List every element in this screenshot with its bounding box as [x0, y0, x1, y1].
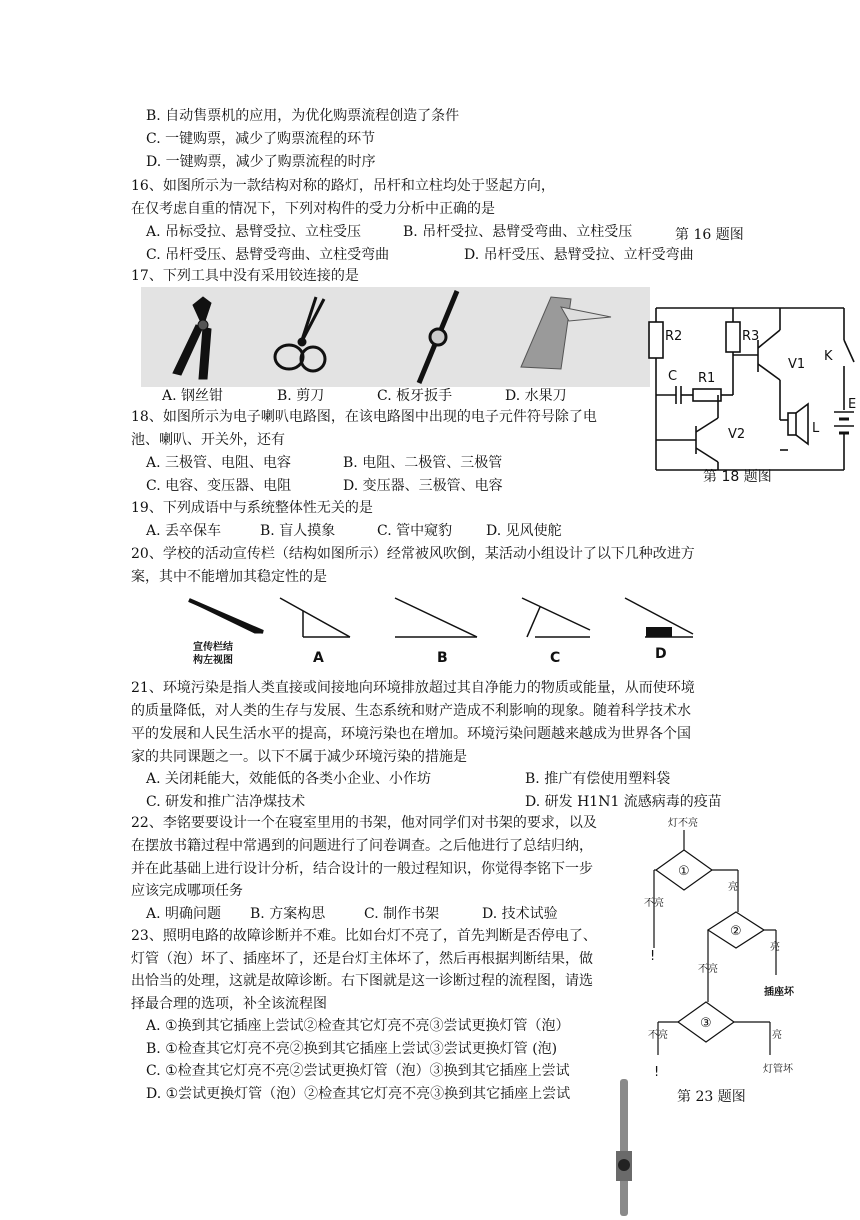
board-caption-1: 宣传栏结 — [193, 642, 233, 653]
question-16: 16、如图所示为一款结构对称的路灯，吊杆和立柱均处于竖起方向， — [131, 178, 555, 194]
k-label: K — [824, 349, 833, 364]
r2-label: R2 — [665, 329, 683, 344]
q16-option-b: B. 吊杆受拉、悬臂受弯曲、立柱受压 — [403, 224, 633, 240]
fig23-caption: 第 23 题图 — [677, 1089, 746, 1105]
flow-tube-bad: 灯管坏 — [763, 1064, 793, 1075]
q23-option-c: C. ①检查其它灯亮不亮②尝试更换灯管（泡）③换到其它插座上尝试 — [146, 1063, 570, 1079]
question-23-line4: 择最合理的选项，补全该流程图 — [131, 996, 327, 1012]
board-caption-2: 构左视图 — [193, 655, 233, 666]
q22-option-d: D. 技术试验 — [482, 906, 558, 922]
question-18-line2: 池、喇叭、开关外，还有 — [131, 432, 285, 448]
die-wrench-image — [419, 291, 457, 383]
question-21: 21、环境污染是指人类直接或间接地向环境排放超过其自净能力的物质或能量，从而使环境 — [131, 680, 695, 696]
question-20: 20、学校的活动宣传栏（结构如图所示）经常被风吹倒，某活动小组设计了以下几种改进方 — [131, 546, 695, 562]
circuit-diagram — [648, 300, 860, 490]
v1-label: V1 — [788, 357, 806, 372]
q18-option-d: D. 变压器、三极管、电容 — [343, 478, 503, 494]
flow-unlit-3: 不亮 — [648, 1030, 668, 1041]
q19-option-d: D. 见风使舵 — [486, 523, 562, 539]
flow-d3: ③ — [700, 1016, 712, 1031]
q21-option-c: C. 研发和推广洁净煤技术 — [146, 794, 306, 810]
question-21-line2: 的质量降低，对人类的生存与发展、生态系统和财产造成不利影响的现象。随着科学技术水 — [131, 703, 691, 719]
flow-exclaim-2: ! — [654, 1065, 660, 1080]
flow-unlit-2: 不亮 — [698, 964, 718, 975]
q21-option-a: A. 关闭耗能大，效能低的各类小企业、小作坊 — [146, 771, 432, 787]
q18-option-c: C. 电容、变压器、电阻 — [146, 478, 292, 494]
flow-socket-bad: 插座坏 — [764, 987, 794, 998]
question-23: 23、照明电路的故障诊断并不难。比如台灯不亮了，首先判断是否停电了、 — [131, 928, 597, 944]
q20-figures — [185, 590, 705, 670]
q23-option-a: A. ①换到其它插座上尝试②检查其它灯亮不亮③尝试更换灯管（泡） — [146, 1018, 570, 1034]
option-d: D. 一键购票，减少了购票流程的时序 — [146, 154, 376, 170]
e-label: E — [848, 397, 857, 412]
q22-option-a: A. 明确问题 — [146, 906, 222, 922]
q19-option-a: A. 丢卒保车 — [146, 523, 222, 539]
q23-option-d: D. ①尝试更换灯管（泡）②检查其它灯亮不亮③换到其它插座上尝试 — [146, 1086, 571, 1102]
q18-option-b: B. 电阻、二极管、三极管 — [343, 455, 503, 471]
v2-label: V2 — [728, 427, 746, 442]
q16-option-d: D. 吊杆受压、悬臂受拉、立杆受弯曲 — [464, 247, 694, 263]
flow-d2: ② — [730, 924, 742, 939]
question-19: 19、下列成语中与系统整体性无关的是 — [131, 500, 373, 516]
flow-lit-2: 亮 — [770, 942, 780, 953]
question-22: 22、李铭要要设计一个在寝室里用的书架，他对同学们对书架的要求，以及 — [131, 815, 597, 831]
fig-c-label: C — [550, 650, 561, 666]
flowchart — [640, 810, 830, 1085]
option-b: B. 自动售票机的应用，为优化购票流程创造了条件 — [146, 108, 460, 124]
flow-lit-1: 亮 — [728, 882, 738, 893]
fig-b-label: B — [437, 650, 448, 666]
c-label: C — [668, 369, 678, 384]
fig18-caption: 第 18 题图 — [703, 469, 772, 485]
tool-c-label: C. 板牙扳手 — [377, 388, 453, 404]
q16-option-c: C. 吊杆受压、悬臂受弯曲、立柱受弯曲 — [146, 247, 390, 263]
flow-d1: ① — [678, 864, 690, 879]
q22-option-b: B. 方案构思 — [250, 906, 326, 922]
question-17: 17、下列工具中没有采用铰连接的是 — [131, 268, 359, 284]
option-c: C. 一键购票，减少了购票流程的环节 — [146, 131, 376, 147]
pliers-image — [173, 297, 211, 379]
q19-option-c: C. 管中窥豹 — [377, 523, 453, 539]
question-18: 18、如图所示为电子喇叭电路图，在该电路图中出现的电子元件符号除了电 — [131, 409, 597, 425]
question-16-line2: 在仅考虑自重的情况下，下列对构件的受力分析中正确的是 — [131, 201, 495, 217]
tap-wrench-image — [600, 1075, 650, 1216]
question-20-line2: 案，其中不能增加其稳定性的是 — [131, 569, 327, 585]
tool-b-label: B. 剪刀 — [277, 388, 325, 404]
tool-a-label: A. 钢丝钳 — [162, 388, 224, 404]
q19-option-b: B. 盲人摸象 — [260, 523, 336, 539]
question-22-line4: 应该完成哪项任务 — [131, 883, 243, 899]
q16-option-a: A. 吊标受拉、悬臂受拉、立柱受压 — [146, 224, 362, 240]
question-21-line3: 平的发展和人民生活水平的提高，环境污染也在增加。环境污染问题越来越成为世界各个国 — [131, 726, 691, 742]
flow-start: 灯不亮 — [668, 818, 698, 829]
q18-option-a: A. 三极管、电阻、电容 — [146, 455, 292, 471]
fig-d-label: D — [655, 646, 667, 662]
fig-a-label: A — [313, 650, 324, 666]
question-21-line4: 家的共同课题之一。以下不属于减少环境污染的措施是 — [131, 749, 467, 765]
question-22-line2: 在摆放书籍过程中常遇到的问题进行了问卷调查。之后他进行了总结归纳， — [131, 838, 593, 854]
q21-option-b: B. 推广有偿使用塑料袋 — [525, 771, 671, 787]
question-23-line3: 出恰当的处理，这就是故障诊断。右下图就是这一诊断过程的流程图，请选 — [131, 973, 593, 989]
r3-label: R3 — [742, 329, 760, 344]
r1-label: R1 — [698, 371, 716, 386]
q22-option-c: C. 制作书架 — [364, 906, 440, 922]
flow-lit-3: 亮 — [772, 1030, 782, 1041]
question-22-line3: 并在此基础上进行设计分析，结合设计的一般过程知识，你觉得李铭下一步 — [131, 861, 593, 877]
scissors-image — [275, 297, 325, 371]
fig16-caption: 第 16 题图 — [675, 227, 744, 243]
q23-option-b: B. ①检查其它灯亮不亮②换到其它插座上尝试③尝试更换灯管 (泡) — [146, 1041, 558, 1057]
tools-photo-strip — [141, 287, 650, 387]
q21-option-d: D. 研发 H1N1 流感病毒的疫苗 — [525, 794, 722, 810]
tool-d-label: D. 水果刀 — [505, 388, 567, 404]
flow-unlit-1: 不亮 — [644, 898, 664, 909]
l-label: L — [812, 421, 820, 436]
question-23-line2: 灯管（泡）坏了、插座坏了，还是台灯主体坏了，然后再根据判断结果，做 — [131, 951, 593, 967]
flow-exclaim-1: ! — [650, 949, 656, 964]
fruit-knife-image — [521, 297, 611, 369]
